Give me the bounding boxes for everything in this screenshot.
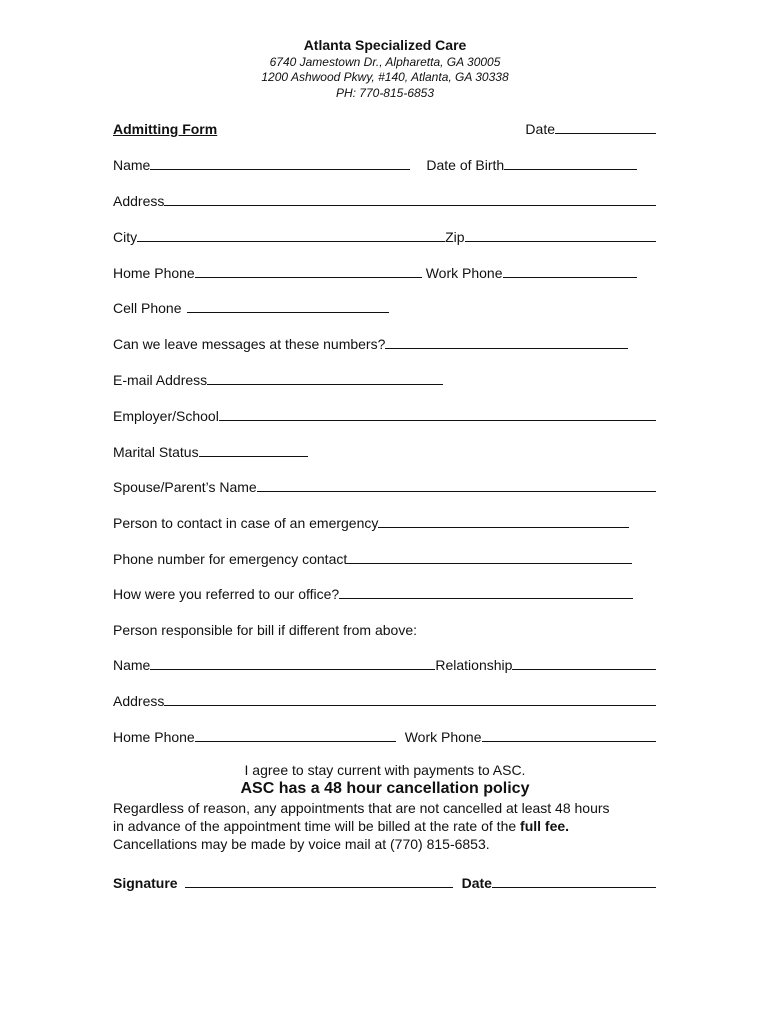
cell-phone-label: Cell Phone <box>113 300 182 316</box>
employer-row <box>113 404 656 424</box>
resp-phone-row <box>113 725 656 745</box>
address-label: Address <box>113 193 165 209</box>
employer-label: Employer/School <box>113 408 219 424</box>
work-phone-label: Work Phone <box>425 265 503 281</box>
signature-date-label: Date <box>461 875 492 891</box>
city-label: City <box>113 229 138 245</box>
resp-address-field[interactable] <box>164 705 656 706</box>
resp-name-field[interactable] <box>150 669 435 670</box>
cancellation-policy-heading: ASC has a 48 hour cancellation policy <box>240 780 530 797</box>
responsible-heading-row <box>113 618 656 638</box>
emergency-contact-row <box>113 511 656 531</box>
address-row <box>113 189 656 209</box>
cell-phone-field[interactable] <box>187 312 389 313</box>
zip-field[interactable] <box>465 241 656 242</box>
agreement-text: I agree to stay current with payments to ASC. <box>244 762 526 778</box>
spouse-row <box>113 475 656 495</box>
phone-row <box>113 261 656 281</box>
resp-work-phone-label: Work Phone <box>404 729 482 745</box>
resp-name-row <box>113 653 656 673</box>
referral-row <box>113 582 656 602</box>
policy-line-3: Cancellations may be made by voice mail at (770) 815-6853. <box>113 836 490 852</box>
org-phone: PH: 770-815-6853 <box>335 86 435 100</box>
emergency-contact-field[interactable] <box>378 527 629 528</box>
policy-line-2-start: in advance of the appointment time will be billed at the rate of the <box>113 818 521 834</box>
referral-label: How were you referred to our office? <box>113 586 340 602</box>
policy-full-fee: full fee. <box>520 818 570 834</box>
resp-address-row <box>113 689 656 709</box>
cell-phone-row <box>113 296 656 316</box>
marital-field[interactable] <box>199 456 308 457</box>
name-row <box>113 153 656 173</box>
address-field[interactable] <box>164 205 656 206</box>
resp-name-label: Name <box>113 657 151 673</box>
spouse-label: Spouse/Parent’s Name <box>113 479 257 495</box>
emergency-phone-row <box>113 547 656 567</box>
resp-address-label: Address <box>113 693 165 709</box>
signature-field[interactable] <box>185 887 453 888</box>
email-label: E-mail Address <box>113 372 208 388</box>
work-phone-field[interactable] <box>503 277 637 278</box>
relationship-field[interactable] <box>512 669 656 670</box>
messages-label: Can we leave messages at these numbers? <box>113 336 386 352</box>
city-field[interactable] <box>137 241 445 242</box>
marital-row <box>113 440 656 460</box>
signature-date-field[interactable] <box>492 887 656 888</box>
home-phone-label: Home Phone <box>113 265 195 281</box>
zip-label: Zip <box>445 229 465 245</box>
cancellation-policy-text <box>113 799 673 853</box>
form-title: Admitting Form <box>113 121 218 137</box>
relationship-label: Relationship <box>435 657 513 673</box>
name-field[interactable] <box>150 169 410 170</box>
city-zip-row <box>113 225 656 245</box>
form-title-row <box>113 117 656 137</box>
date-field[interactable] <box>555 133 656 134</box>
messages-field[interactable] <box>385 348 628 349</box>
home-phone-field[interactable] <box>195 277 422 278</box>
dob-field[interactable] <box>504 169 637 170</box>
resp-home-phone-label: Home Phone <box>113 729 195 745</box>
policy-line-1: Regardless of reason, any appointments that are not cancelled at least 48 hours <box>113 800 610 816</box>
name-label: Name <box>113 157 151 173</box>
signature-label: Signature <box>113 875 178 891</box>
marital-label: Marital Status <box>113 444 199 460</box>
emergency-contact-label: Person to contact in case of an emergency <box>113 515 379 531</box>
resp-work-phone-field[interactable] <box>482 741 657 742</box>
email-field[interactable] <box>207 384 443 385</box>
policy-line-2 <box>113 817 673 835</box>
messages-row <box>113 332 656 352</box>
org-address-2: 1200 Ashwood Pkwy, #140, Atlanta, GA 30338 <box>261 70 509 84</box>
date-label: Date <box>525 121 555 137</box>
org-name: Atlanta Specialized Care <box>303 37 467 53</box>
dob-label: Date of Birth <box>426 157 505 173</box>
spouse-field[interactable] <box>257 491 656 492</box>
emergency-phone-label: Phone number for emergency contact <box>113 551 348 567</box>
resp-home-phone-field[interactable] <box>195 741 396 742</box>
responsible-heading: Person responsible for bill if different from above: <box>113 622 418 638</box>
org-address-1: 6740 Jamestown Dr., Alpharetta, GA 30005 <box>269 55 501 69</box>
signature-row <box>113 871 656 891</box>
email-row <box>113 368 656 388</box>
emergency-phone-field[interactable] <box>347 563 632 564</box>
referral-field[interactable] <box>339 598 633 599</box>
employer-field[interactable] <box>219 420 656 421</box>
